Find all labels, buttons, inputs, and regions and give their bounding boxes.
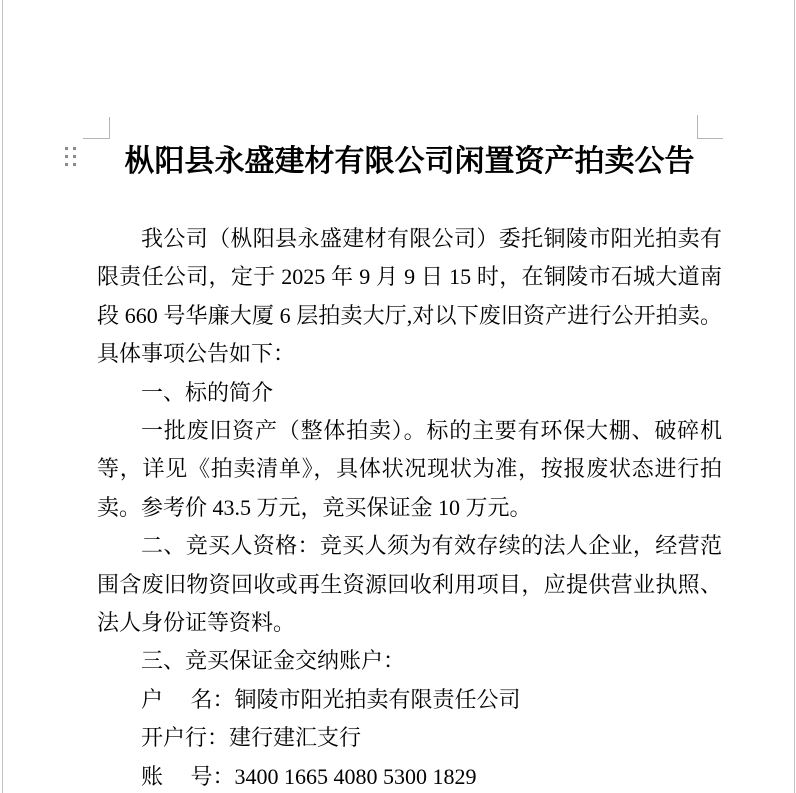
document-line: 具体事项公告如下： [97,341,296,367]
document-line: 围含废旧物资回收或再生资源回收利用项目，应提供营业执照、 [97,571,722,597]
document-line: 等，详见《拍卖清单》，具体状况现状为准，按报废状态进行拍 [97,456,722,482]
document-line: 法人身份证等资料。 [97,610,296,636]
document-line: 我公司（枞阳县永盛建材有限公司）委托铜陵市阳光拍卖有 [141,226,722,251]
document-line: 账 号：3400 1665 4080 5300 1829 [141,763,477,789]
document-line: 一、标的简介 [141,379,274,405]
margin-crop-mark-right-icon [697,115,723,139]
document-line: 段 660 号华廉大厦 6 层拍卖大厅,对以下废旧资产进行公开拍卖。 [97,302,722,328]
page-edge-right [794,0,795,793]
document-line: 户 名：铜陵市阳光拍卖有限责任公司 [141,686,521,712]
margin-crop-mark-left-icon [83,117,110,139]
document-title: 枞阳县永盛建材有限公司闲置资产拍卖公告 [124,145,695,178]
document-line: 限责任公司，定于 2025 年 9 月 9 日 15 时，在铜陵市石城大道南 [97,264,722,290]
document-line: 开户行：建行建汇支行 [141,725,362,751]
document-line: 一批废旧资产（整体拍卖）。标的主要有环保大棚、破碎机 [141,418,722,444]
page-edge-left [2,0,3,793]
document-line: 二、竞买人资格：竞买人须为有效存续的法人企业，经营范 [141,533,722,559]
drag-handle-icon[interactable] [65,147,76,166]
document-line: 卖。参考价 43.5 万元，竞买保证金 10 万元。 [97,494,532,520]
document-body [97,220,722,793]
document-line: 三、竞买保证金交纳账户： [141,648,406,674]
